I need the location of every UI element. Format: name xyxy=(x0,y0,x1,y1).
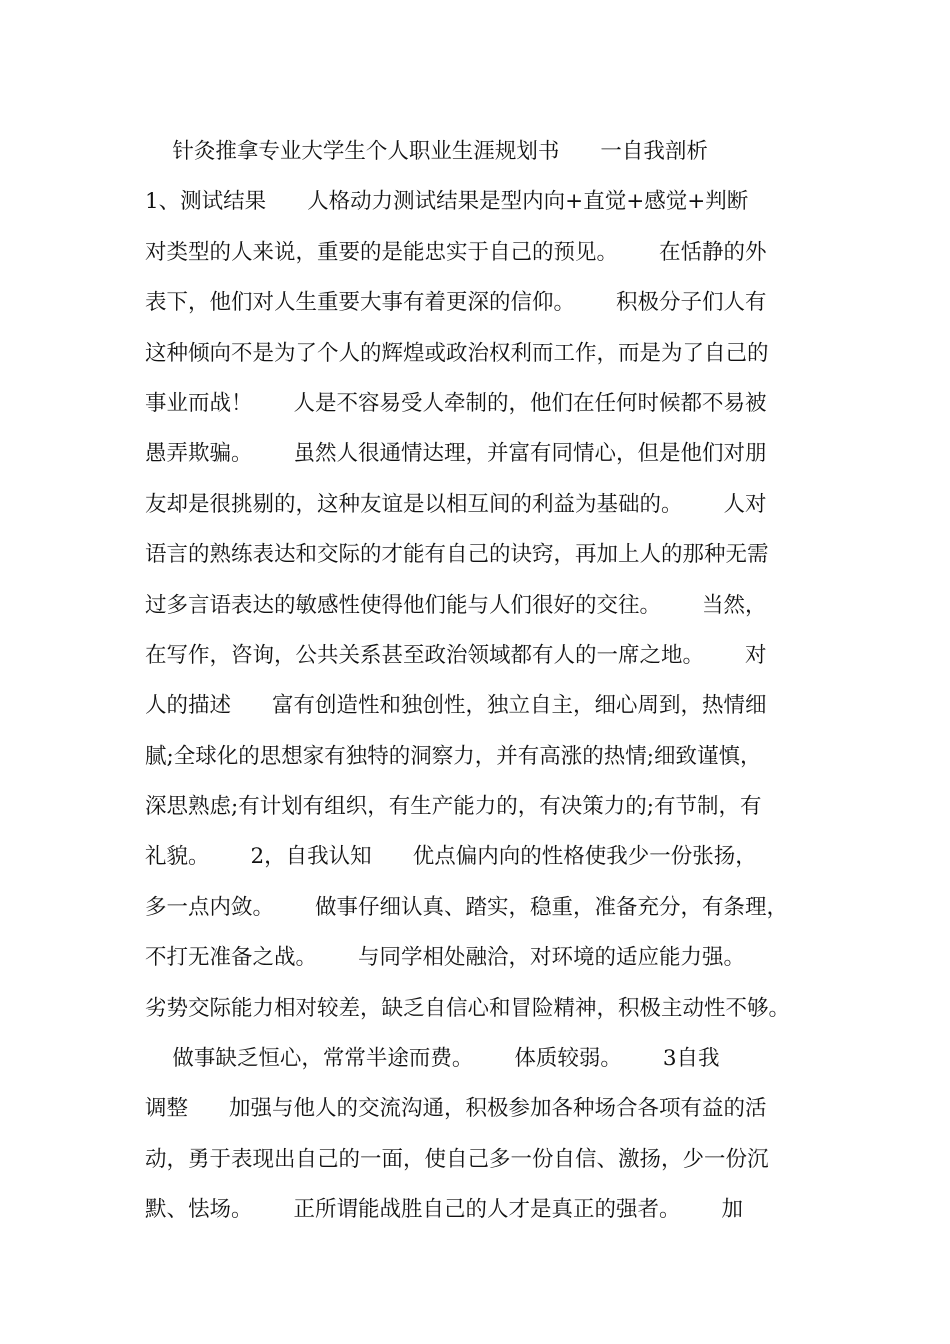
line-text: 腻;全球化的思想家有独特的洞察力，并有高涨的热情;细致谨慎， xyxy=(145,743,762,769)
line-text: 表下，他们对人生重要大事有着更深的信仰。 积极分子们人有 xyxy=(145,290,767,316)
line-text: 对类型的人来说，重要的是能忠实于自己的预见。 在恬静的外 xyxy=(145,239,767,265)
text-line-4 xyxy=(145,282,815,332)
line-text: 语言的熟练表达和交际的才能有自己的诀窍，再加上人的那种无需 xyxy=(145,542,769,568)
line-text: 做事缺乏恒心，常常半途而费。 体质较弱。 3自我 xyxy=(145,1046,720,1072)
text-line-16 xyxy=(145,887,815,937)
line-text: 这种倾向不是为了个人的辉煌或政治权利而工作，而是为了自己的 xyxy=(145,340,769,366)
line-text: 事业而战！ 人是不容易受人牵制的，他们在任何时候都不易被 xyxy=(145,390,767,416)
line-text: 不打无准备之战。 与同学相处融洽，对环境的适应能力强。 xyxy=(145,945,746,971)
line-text: 过多言语表达的敏感性使得他们能与人们很好的交往。 当然， xyxy=(145,592,767,618)
line-text: 愚弄欺骗。 虽然人很通情达理，并富有同情心，但是他们对朋 xyxy=(145,441,767,467)
line-text: 在写作，咨询，公共关系甚至政治领域都有人的一席之地。 对 xyxy=(145,642,767,668)
text-line-14 xyxy=(145,786,815,836)
text-line-13 xyxy=(145,736,815,786)
text-line-3 xyxy=(145,232,815,282)
text-line-22 xyxy=(145,1189,815,1239)
line-text: 劣势交际能力相对较差，缺乏自信心和冒险精神，积极主动性不够。 xyxy=(145,995,791,1021)
line-text: 1、测试结果 人格动力测试结果是型内向+直觉+感觉+判断 xyxy=(145,189,749,215)
text-line-6 xyxy=(145,383,815,433)
text-line-18 xyxy=(145,988,815,1038)
text-line-10 xyxy=(145,585,815,635)
text-line-15 xyxy=(145,836,815,886)
line-text: 友却是很挑剔的，这种友谊是以相互间的利益为基础的。 人对 xyxy=(145,491,767,517)
line-text: 调整 加强与他人的交流沟通，积极参加各种场合各项有益的活 xyxy=(145,1096,767,1122)
text-line-1 xyxy=(145,131,815,181)
text-line-17 xyxy=(145,937,815,987)
line-text: 默、怯场。 正所谓能战胜自己的人才是真正的强者。 加 xyxy=(145,1197,744,1223)
text-line-7 xyxy=(145,433,815,483)
line-text: 礼貌。 2，自我认知 优点偏内向的性格使我少一份张扬， xyxy=(145,844,757,870)
text-line-20 xyxy=(145,1088,815,1138)
line-text: 人的描述 富有创造性和独创性，独立自主，细心周到，热情细 xyxy=(145,693,767,719)
text-line-2 xyxy=(145,181,815,231)
text-line-5 xyxy=(145,333,815,383)
text-line-9 xyxy=(145,534,815,584)
text-line-12 xyxy=(145,685,815,735)
text-line-19 xyxy=(145,1038,815,1088)
line-text: 深思熟虑;有计划有组织，有生产能力的，有决策力的;有节制，有 xyxy=(145,794,762,820)
document-body xyxy=(145,131,815,1240)
line-text: 动，勇于表现出自己的一面，使自己多一份自信、激扬，少一份沉 xyxy=(145,1146,769,1172)
line-text: 针灸推拿专业大学生个人职业生涯规划书 一自我剖析 xyxy=(145,139,708,164)
line-text: 多一点内敛。 做事仔细认真、踏实，稳重，准备充分，有条理， xyxy=(145,894,789,920)
text-line-11 xyxy=(145,635,815,685)
text-line-21 xyxy=(145,1139,815,1189)
text-line-8 xyxy=(145,484,815,534)
